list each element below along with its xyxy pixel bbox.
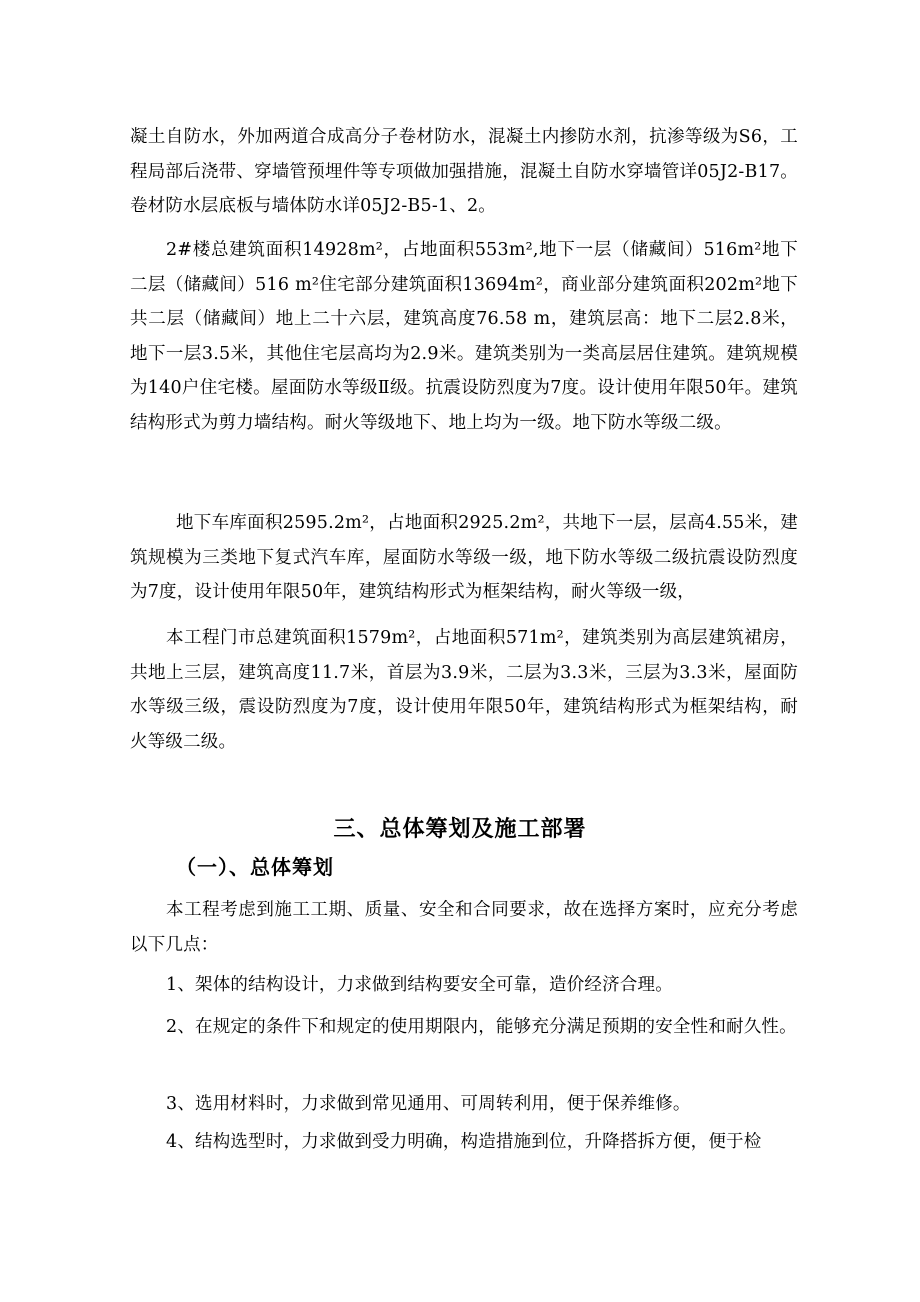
list-item-2: 2、在规定的条件下和规定的使用期限内，能够充分满足预期的安全性和耐久性。: [166, 1017, 797, 1037]
paragraph-intro: 本工程考虑到施工工期、质量、安全和合同要求，故在选择方案时，应充分考虑以下几点：: [130, 900, 798, 955]
list-item-1: 1、架体的结构设计，力求做到结构要安全可靠，造价经济合理。: [166, 975, 673, 995]
paragraph-storefront: 本工程门市总建筑面积1579m²，占地面积571m²，建筑类别为高层建筑裙房，共地上三层，建筑高度11.7米，首层为3.9米，二层为3.3米，三层为3.3米，屋面防水等级三级，震设防烈度为7度，设计使用年限50年，建筑结构形式为框架结构，耐火等级二级。: [130, 628, 798, 752]
paragraph-waterproofing: 凝土自防水，外加两道合成高分子卷材防水，混凝土内掺防水剂，抗渗等级为S6，工程局部后浇带、穿墙管预埋件等专项做加强措施，混凝土自防水穿墙管详05J2-B17。卷材防水层底板与墙体防水详05J2-B5-1、2。: [130, 127, 798, 216]
list-item-3: 3、选用材料时，力求做到常见通用、可周转利用，便于保养维修。: [166, 1094, 691, 1114]
paragraph-underground-garage: 地下车库面积2595.2m²，占地面积2925.2m²，共地下一层，层高4.55米，建筑规模为三类地下复式汽车库，屋面防水等级一级，地下防水等级二级抗震设防烈度为7度，设计使用年限50年，建筑结构形式为框架结构，耐火等级一级，: [130, 513, 798, 602]
paragraph-building-2: 2#楼总建筑面积14928m²，占地面积553m²,地下一层（储藏间）516m²地下二层（储藏间）516 m²住宅部分建筑面积13694m²，商业部分建筑面积202m²地下共二层（储藏间）地上二十六层，建筑高度76.58 m，建筑层高：地下二层2.8米，地下一层3.5米，其他住宅层高均为2.9米。建筑类别为一类高层居住建筑。建筑规模为140户住宅楼。屋面防水等级Ⅱ级。抗震设防烈度为7度。设计使用年限50年。建筑结构形式为剪力墙结构。耐火等级地下、地上均为一级。地下防水等级二级。: [130, 240, 798, 433]
subsection-heading: （一）、总体筹划: [176, 855, 334, 879]
section-heading: 三、总体筹划及施工部署: [333, 816, 587, 842]
list-item-4: 4、结构选型时，力求做到受力明确，构造措施到位，升降搭拆方便，便于检: [166, 1132, 762, 1152]
